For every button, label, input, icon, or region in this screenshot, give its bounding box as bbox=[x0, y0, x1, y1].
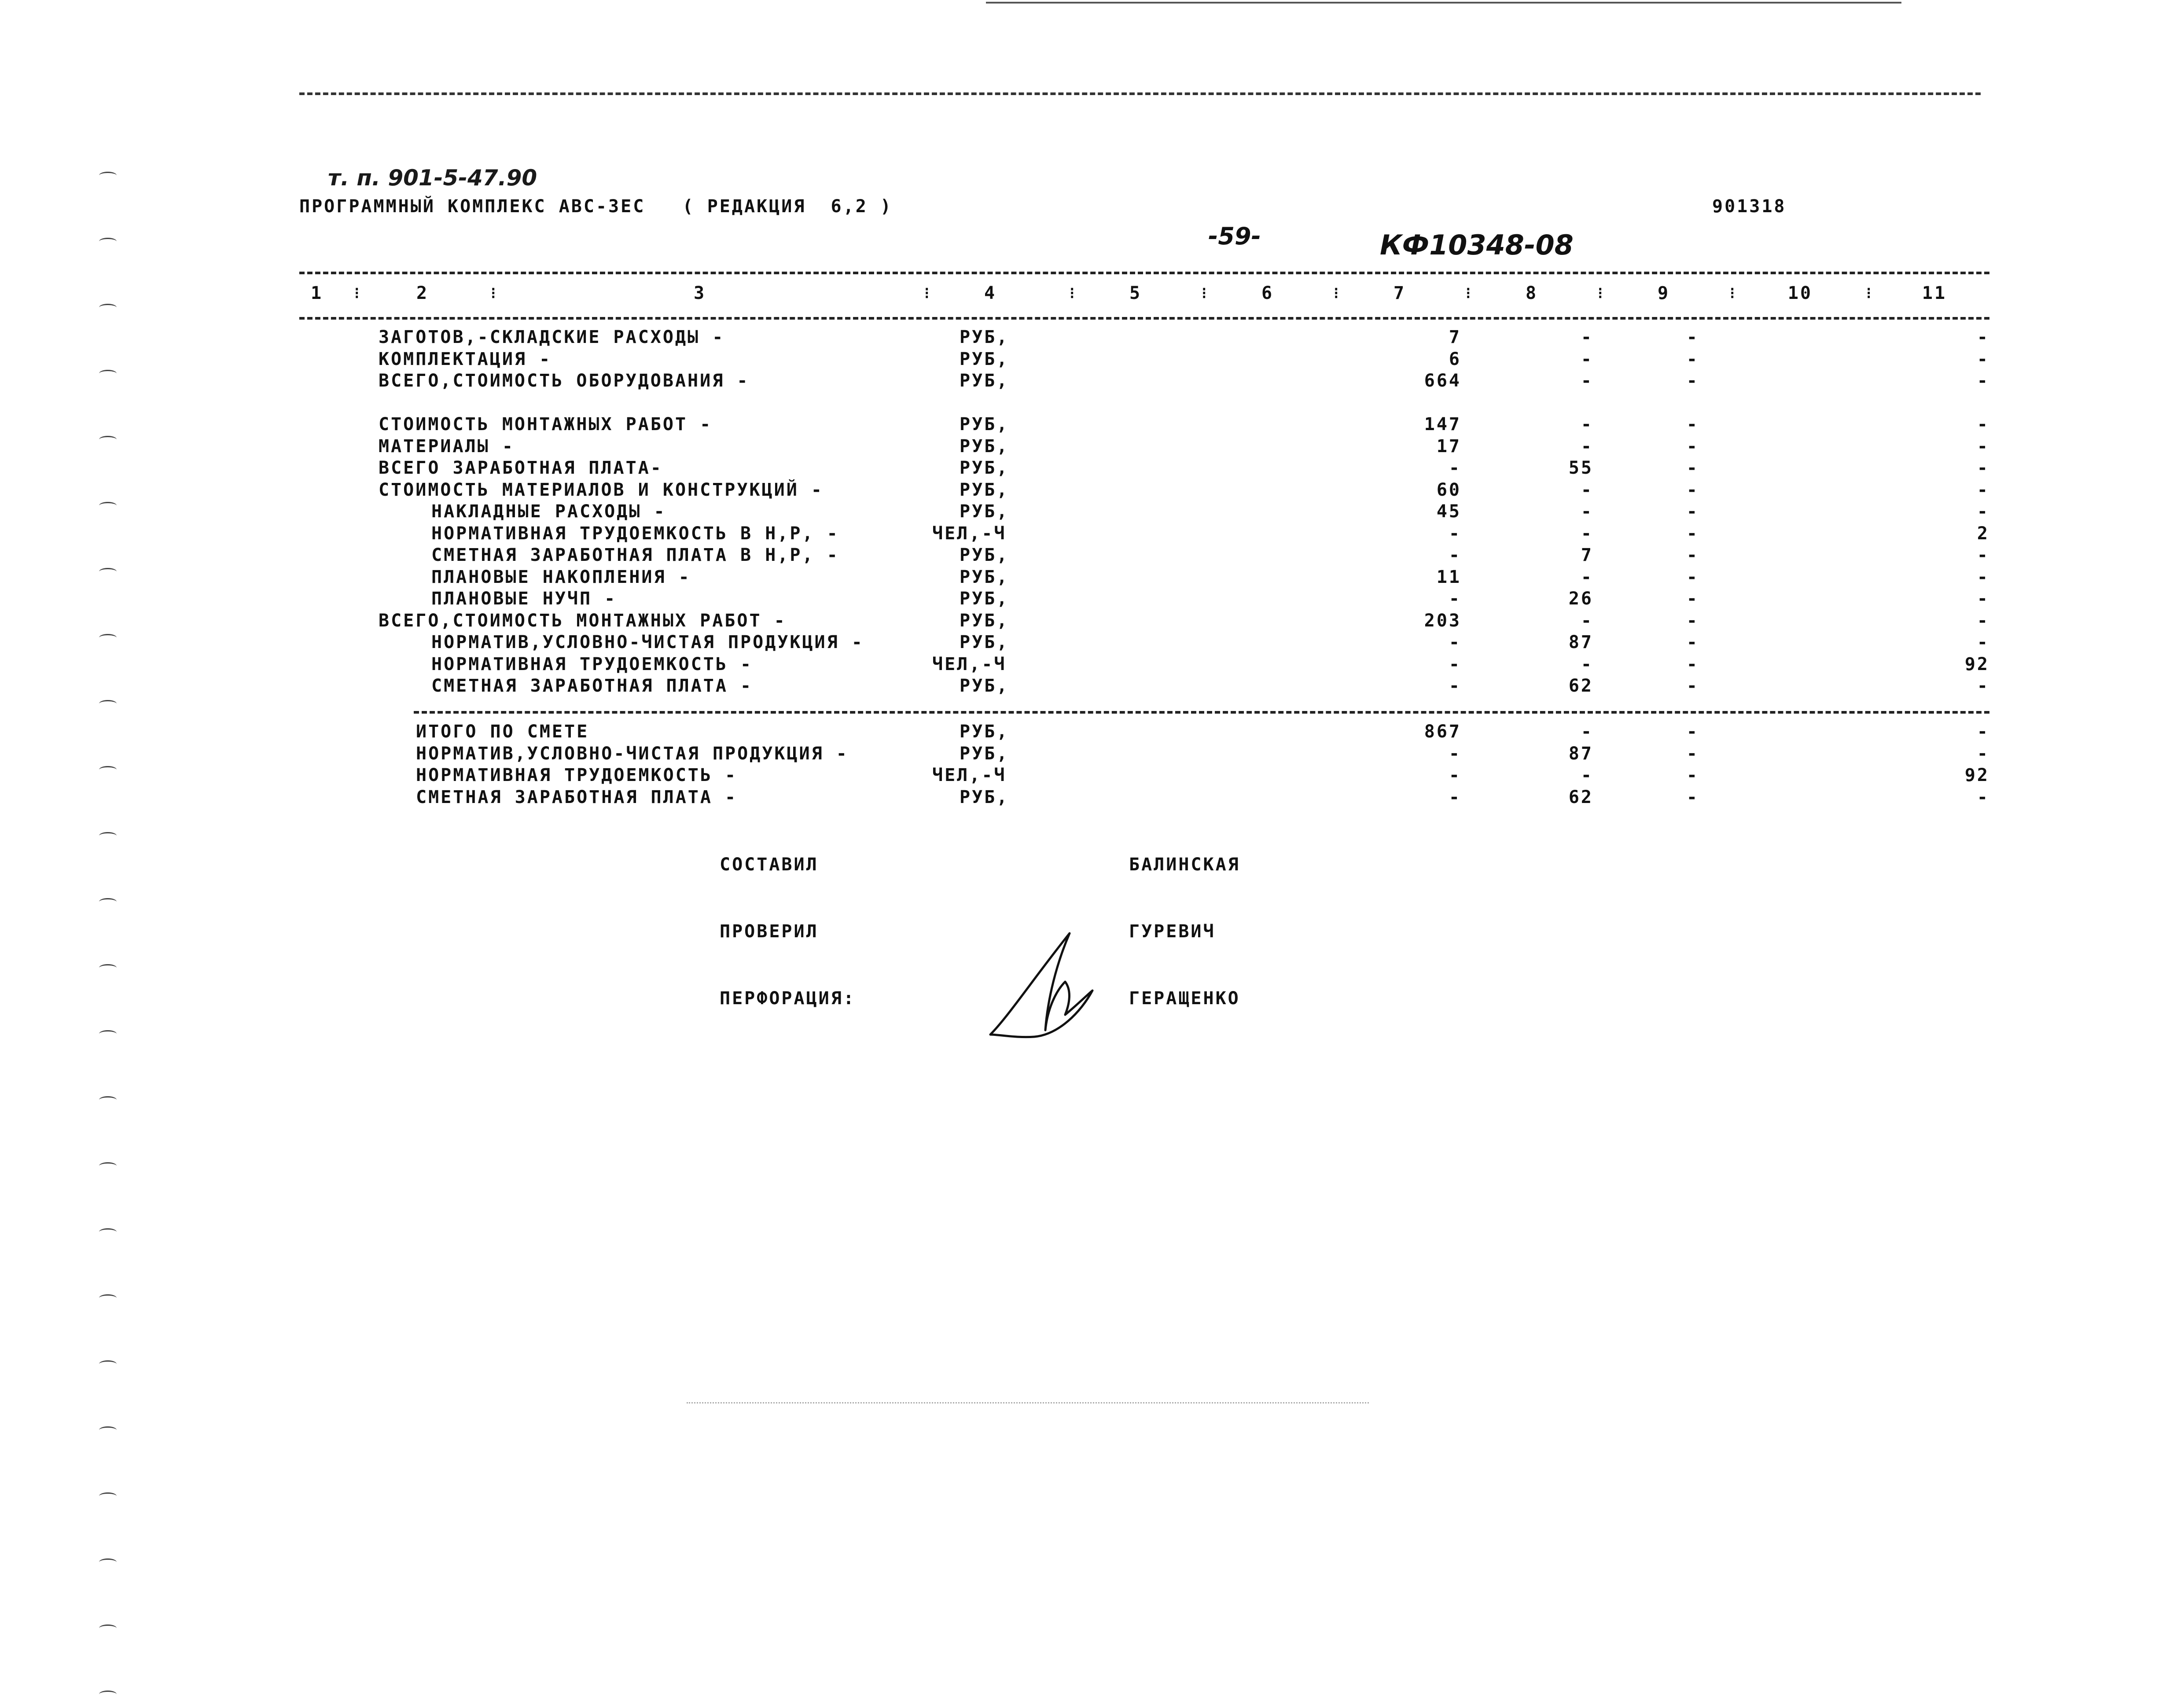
row-col11: 92 bbox=[1964, 765, 1989, 785]
subtotal-rule bbox=[414, 711, 1989, 714]
column-separator: ⁝ bbox=[1202, 284, 1209, 302]
row-name: МАТЕРИАЛЫ - bbox=[379, 436, 515, 457]
row-name: СМЕТНАЯ ЗАРАБОТНАЯ ПЛАТА - bbox=[416, 787, 738, 807]
row-col7: - bbox=[1449, 743, 1461, 764]
table-top-rule bbox=[299, 272, 1989, 274]
margin-mark bbox=[99, 1426, 117, 1434]
row-col7: 45 bbox=[1436, 501, 1461, 522]
row-col11: - bbox=[1977, 479, 1989, 500]
row-name: НОРМАТИВНАЯ ТРУДОЕМКОСТЬ В Н,Р, - bbox=[431, 523, 839, 544]
row-col8: 62 bbox=[1568, 787, 1593, 807]
row-col8: - bbox=[1581, 567, 1593, 587]
row-col11: - bbox=[1977, 787, 1989, 807]
header-bottom-rule bbox=[299, 317, 1989, 320]
margin-mark bbox=[99, 304, 117, 311]
column-header: 2 bbox=[416, 283, 429, 303]
document-number: 901318 bbox=[1712, 196, 1787, 217]
margin-mark bbox=[99, 1030, 117, 1038]
margin-mark bbox=[99, 898, 117, 906]
row-col11: - bbox=[1977, 436, 1989, 457]
row-col9: - bbox=[1686, 610, 1699, 631]
column-separator: ⁝ bbox=[1466, 284, 1473, 302]
row-col8: 7 bbox=[1581, 545, 1593, 565]
row-col9: - bbox=[1686, 589, 1699, 609]
column-header: 9 bbox=[1657, 283, 1670, 303]
row-col7: 7 bbox=[1449, 327, 1461, 347]
column-header: 4 bbox=[984, 283, 997, 303]
margin-mark bbox=[99, 568, 117, 575]
column-header: 1 bbox=[310, 283, 324, 303]
row-name: НОРМАТИВ,УСЛОВНО-ЧИСТАЯ ПРОДУКЦИЯ - bbox=[416, 743, 849, 764]
row-name: ВСЕГО,СТОИМОСТЬ МОНТАЖНЫХ РАБОТ - bbox=[379, 610, 787, 631]
row-col7: 60 bbox=[1436, 479, 1461, 500]
row-col11: - bbox=[1977, 349, 1989, 369]
row-col11: - bbox=[1977, 414, 1989, 435]
row-col7: 147 bbox=[1424, 414, 1461, 435]
row-col8: - bbox=[1581, 654, 1593, 674]
row-col8: 87 bbox=[1568, 632, 1593, 652]
row-unit: РУБ, bbox=[960, 632, 1009, 652]
column-separator: ⁝ bbox=[491, 284, 498, 302]
row-unit: РУБ, bbox=[960, 787, 1009, 807]
row-col9: - bbox=[1686, 722, 1699, 742]
row-col7: - bbox=[1449, 632, 1461, 652]
bottom-faint-line bbox=[687, 1402, 1369, 1403]
row-col8: - bbox=[1581, 479, 1593, 500]
row-unit: РУБ, bbox=[960, 610, 1009, 631]
row-unit: РУБ, bbox=[960, 545, 1009, 565]
signature-role: СОСТАВИЛ bbox=[720, 855, 819, 875]
margin-mark bbox=[99, 1558, 117, 1566]
column-separator: ⁝ bbox=[924, 284, 931, 302]
row-col7: - bbox=[1449, 654, 1461, 674]
row-col8: - bbox=[1581, 371, 1593, 391]
margin-mark bbox=[99, 1096, 117, 1104]
signature-role: ПЕРФОРАЦИЯ: bbox=[720, 988, 856, 1009]
column-header: 8 bbox=[1525, 283, 1538, 303]
row-col8: - bbox=[1581, 436, 1593, 457]
row-name: НАКЛАДНЫЕ РАСХОДЫ - bbox=[431, 501, 666, 522]
row-name: СТОИМОСТЬ МАТЕРИАЛОВ И КОНСТРУКЦИЙ - bbox=[379, 479, 824, 500]
signature-role: ПРОВЕРИЛ bbox=[720, 921, 819, 942]
row-col9: - bbox=[1686, 676, 1699, 696]
row-col9: - bbox=[1686, 371, 1699, 391]
row-col11: - bbox=[1977, 545, 1989, 565]
row-unit: РУБ, bbox=[960, 414, 1009, 435]
row-unit: РУБ, bbox=[960, 567, 1009, 587]
column-separator: ⁝ bbox=[1334, 284, 1341, 302]
handwritten-code: КФ10348-08 bbox=[1380, 229, 1574, 261]
row-name: ПЛАНОВЫЕ НАКОПЛЕНИЯ - bbox=[431, 567, 691, 587]
row-col9: - bbox=[1686, 327, 1699, 347]
row-col7: 203 bbox=[1424, 610, 1461, 631]
top-scan-edge bbox=[986, 2, 1901, 4]
row-unit: РУБ, bbox=[960, 327, 1009, 347]
margin-mark bbox=[99, 172, 117, 179]
row-name: НОРМАТИВ,УСЛОВНО-ЧИСТАЯ ПРОДУКЦИЯ - bbox=[431, 632, 864, 652]
row-col9: - bbox=[1686, 654, 1699, 674]
row-col11: - bbox=[1977, 327, 1989, 347]
row-col7: 17 bbox=[1436, 436, 1461, 457]
margin-mark bbox=[99, 1624, 117, 1632]
column-separator: ⁝ bbox=[1070, 284, 1077, 302]
row-unit: РУБ, bbox=[960, 479, 1009, 500]
signature-name: БАЛИНСКАЯ bbox=[1129, 855, 1240, 875]
row-unit: ЧЕЛ,-Ч bbox=[932, 523, 1007, 544]
row-col11: - bbox=[1977, 743, 1989, 764]
row-col8: - bbox=[1581, 349, 1593, 369]
row-col11: 92 bbox=[1964, 654, 1989, 674]
column-header: 5 bbox=[1129, 283, 1142, 303]
row-name: ВСЕГО,СТОИМОСТЬ ОБОРУДОВАНИЯ - bbox=[379, 371, 750, 391]
row-unit: РУБ, bbox=[960, 371, 1009, 391]
row-name: НОРМАТИВНАЯ ТРУДОЕМКОСТЬ - bbox=[431, 654, 753, 674]
row-col11: 2 bbox=[1977, 523, 1989, 544]
row-col9: - bbox=[1686, 479, 1699, 500]
handwritten-reference: т. п. 901-5-47.90 bbox=[328, 165, 537, 191]
row-col8: - bbox=[1581, 414, 1593, 435]
row-col7: - bbox=[1449, 676, 1461, 696]
top-perforation-line bbox=[299, 92, 1981, 95]
row-col11: - bbox=[1977, 458, 1989, 478]
row-col7: 867 bbox=[1424, 722, 1461, 742]
margin-mark bbox=[99, 1294, 117, 1302]
program-title: ПРОГРАММНЫЙ КОМПЛЕКС АВС-3ЕС ( РЕДАКЦИЯ 6,2 ) bbox=[299, 196, 893, 217]
row-col7: 6 bbox=[1449, 349, 1461, 369]
margin-mark bbox=[99, 370, 117, 377]
row-unit: РУБ, bbox=[960, 501, 1009, 522]
row-col9: - bbox=[1686, 545, 1699, 565]
row-col7: - bbox=[1449, 545, 1461, 565]
row-unit: РУБ, bbox=[960, 676, 1009, 696]
row-name: СМЕТНАЯ ЗАРАБОТНАЯ ПЛАТА В Н,Р, - bbox=[431, 545, 839, 565]
row-col8: 62 bbox=[1568, 676, 1593, 696]
margin-mark bbox=[99, 964, 117, 972]
margin-mark bbox=[99, 766, 117, 773]
signature-name: ГУРЕВИЧ bbox=[1129, 921, 1216, 942]
row-unit: РУБ, bbox=[960, 349, 1009, 369]
row-col7: - bbox=[1449, 523, 1461, 544]
row-name: КОМПЛЕКТАЦИЯ - bbox=[379, 349, 552, 369]
column-header: 11 bbox=[1922, 283, 1947, 303]
row-unit: РУБ, bbox=[960, 436, 1009, 457]
row-col8: - bbox=[1581, 327, 1593, 347]
row-name: СТОИМОСТЬ МОНТАЖНЫХ РАБОТ - bbox=[379, 414, 713, 435]
column-separator: ⁝ bbox=[354, 284, 361, 302]
row-col9: - bbox=[1686, 349, 1699, 369]
row-col8: - bbox=[1581, 501, 1593, 522]
row-name: ВСЕГО ЗАРАБОТНАЯ ПЛАТА- bbox=[379, 458, 663, 478]
row-col11: - bbox=[1977, 371, 1989, 391]
row-col9: - bbox=[1686, 436, 1699, 457]
row-name: ЗАГОТОВ,-СКЛАДСКИЕ РАСХОДЫ - bbox=[379, 327, 725, 347]
row-col7: 664 bbox=[1424, 371, 1461, 391]
row-col8: 55 bbox=[1568, 458, 1593, 478]
column-header: 3 bbox=[693, 283, 706, 303]
row-col11: - bbox=[1977, 676, 1989, 696]
row-col9: - bbox=[1686, 458, 1699, 478]
margin-mark bbox=[99, 832, 117, 840]
column-separator: ⁝ bbox=[1730, 284, 1737, 302]
row-col8: - bbox=[1581, 610, 1593, 631]
signature-name: ГЕРАЩЕНКО bbox=[1129, 988, 1240, 1009]
row-col9: - bbox=[1686, 743, 1699, 764]
row-col7: - bbox=[1449, 589, 1461, 609]
row-unit: РУБ, bbox=[960, 589, 1009, 609]
margin-mark bbox=[99, 1162, 117, 1170]
margin-mark bbox=[99, 436, 117, 443]
row-name: НОРМАТИВНАЯ ТРУДОЕМКОСТЬ - bbox=[416, 765, 738, 785]
margin-mark bbox=[99, 1691, 117, 1698]
row-name: ПЛАНОВЫЕ НУЧП - bbox=[431, 589, 617, 609]
column-separator: ⁝ bbox=[1598, 284, 1605, 302]
column-header: 7 bbox=[1393, 283, 1406, 303]
column-header: 6 bbox=[1261, 283, 1274, 303]
margin-mark bbox=[99, 700, 117, 707]
row-col7: - bbox=[1449, 765, 1461, 785]
margin-mark bbox=[99, 634, 117, 641]
page-number: -59- bbox=[1208, 222, 1261, 250]
column-separator: ⁝ bbox=[1866, 284, 1873, 302]
row-unit: ЧЕЛ,-Ч bbox=[932, 654, 1007, 674]
row-col11: - bbox=[1977, 632, 1989, 652]
row-col9: - bbox=[1686, 567, 1699, 587]
row-name: ИТОГО ПО СМЕТЕ bbox=[416, 722, 589, 742]
row-unit: РУБ, bbox=[960, 743, 1009, 764]
row-col9: - bbox=[1686, 501, 1699, 522]
row-col11: - bbox=[1977, 722, 1989, 742]
margin-mark bbox=[99, 1228, 117, 1236]
row-col9: - bbox=[1686, 414, 1699, 435]
row-col11: - bbox=[1977, 567, 1989, 587]
row-unit: РУБ, bbox=[960, 458, 1009, 478]
row-col9: - bbox=[1686, 632, 1699, 652]
row-col9: - bbox=[1686, 765, 1699, 785]
margin-mark bbox=[99, 502, 117, 509]
row-col8: 87 bbox=[1568, 743, 1593, 764]
margin-mark bbox=[99, 1360, 117, 1368]
row-col7: 11 bbox=[1436, 567, 1461, 587]
margin-mark bbox=[99, 238, 117, 245]
row-col9: - bbox=[1686, 787, 1699, 807]
column-header: 10 bbox=[1787, 283, 1813, 303]
row-name: СМЕТНАЯ ЗАРАБОТНАЯ ПЛАТА - bbox=[431, 676, 753, 696]
row-unit: ЧЕЛ,-Ч bbox=[932, 765, 1007, 785]
row-col8: - bbox=[1581, 722, 1593, 742]
row-col11: - bbox=[1977, 501, 1989, 522]
row-unit: РУБ, bbox=[960, 722, 1009, 742]
row-col8: 26 bbox=[1568, 589, 1593, 609]
row-col11: - bbox=[1977, 610, 1989, 631]
row-col8: - bbox=[1581, 765, 1593, 785]
row-col8: - bbox=[1581, 523, 1593, 544]
margin-mark bbox=[99, 1492, 117, 1500]
row-col9: - bbox=[1686, 523, 1699, 544]
row-col11: - bbox=[1977, 589, 1989, 609]
row-col7: - bbox=[1449, 787, 1461, 807]
handwritten-signature bbox=[982, 925, 1096, 1039]
row-col7: - bbox=[1449, 458, 1461, 478]
